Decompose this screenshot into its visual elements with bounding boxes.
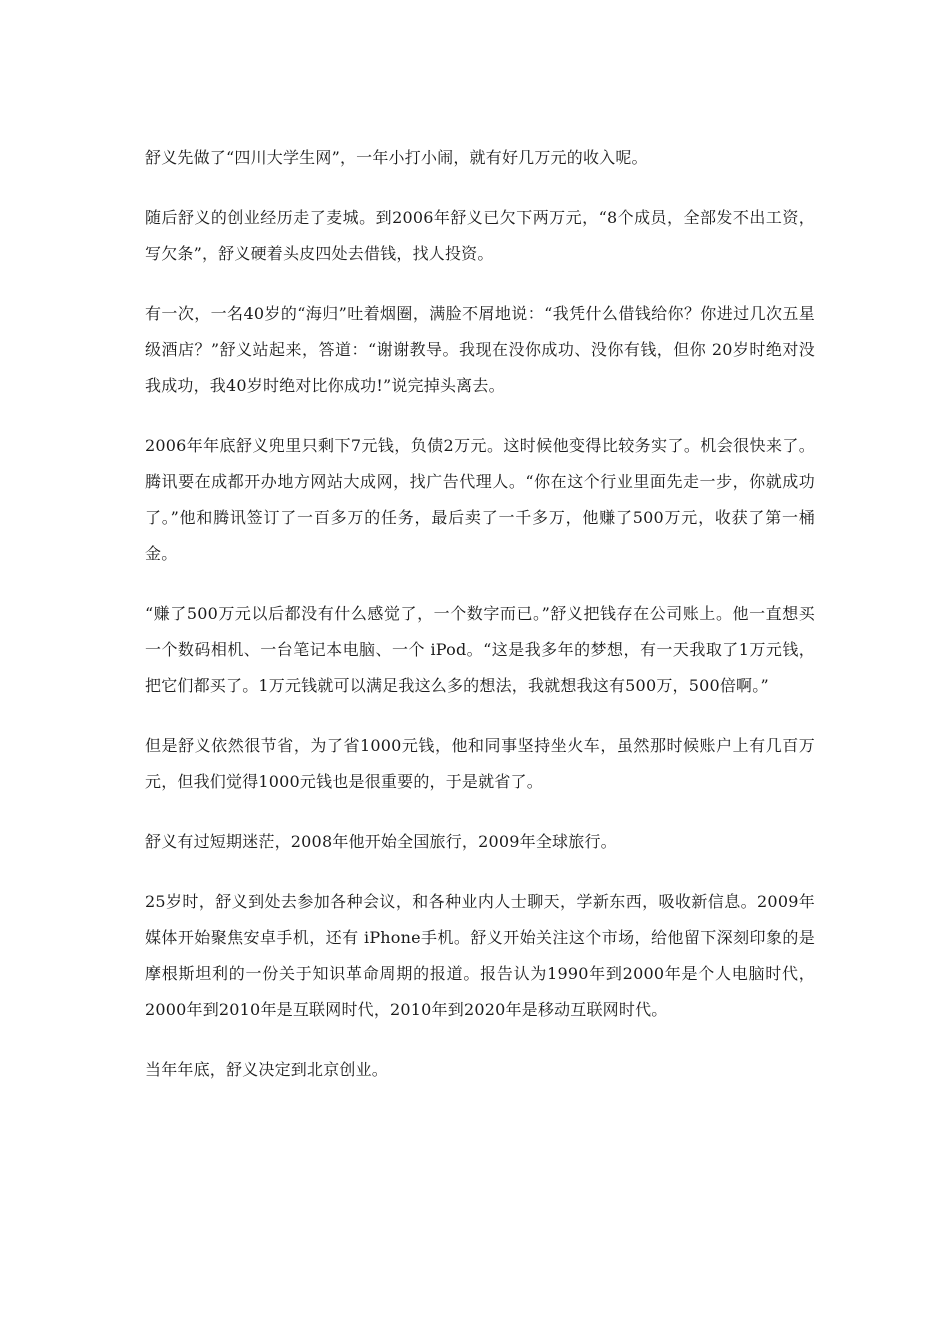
paragraph-6: 但是舒义依然很节省，为了省1000元钱，他和同事坚持坐火车，虽然那时候账户上有几百万元，但我们觉得1000元钱也是很重要的，于是就省了。 [145, 736, 815, 791]
paragraph-5: “赚了500万元以后都没有什么感觉了，一个数字而已。”舒义把钱存在公司账上。他一直想买一个数码相机、一台笔记本电脑、一个 iPod。“这是我多年的梦想，有一天我取了1万元钱，把它们都买了。1万元钱就可以满足我这么多的想法，我就想我这有500万，500倍啊。” [145, 604, 815, 695]
paragraph-7: 舒义有过短期迷茫，2008年他开始全国旅行，2009年全球旅行。 [145, 832, 617, 851]
article-body [145, 140, 815, 1112]
paragraph-4: 2006年年底舒义兜里只剩下7元钱，负债2万元。这时候他变得比较务实了。机会很快来了。腾讯要在成都开办地方网站大成网，找广告代理人。“你在这个行业里面先走一步，你就成功了。”他和腾讯签订了一百多万的任务，最后卖了一千多万，他赚了500万元，收获了第一桶金。 [145, 436, 815, 563]
paragraph-8: 25岁时，舒义到处去参加各种会议，和各种业内人士聊天，学新东西，吸收新信息。2009年媒体开始聚焦安卓手机，还有 iPhone手机。舒义开始关注这个市场，给他留下深刻印象的是摩根斯坦利的一份关于知识革命周期的报道。报告认为1990年到2000年是个人电脑时代，2000年到2010年是互联网时代，2010年到2020年是移动互联网时代。 [145, 892, 815, 1019]
paragraph-9: 当年年底，舒义决定到北京创业。 [145, 1060, 389, 1079]
paragraph-3: 有一次，一名40岁的“海归”吐着烟圈，满脸不屑地说：“我凭什么借钱给你？你进过几次五星级酒店？”舒义站起来，答道：“谢谢教导。我现在没你成功、没你有钱，但你 20岁时绝对没我成功，我40岁时绝对比你成功!”说完掉头离去。 [145, 304, 815, 395]
paragraph-1: 舒义先做了“四川大学生网”，一年小打小闹，就有好几万元的收入呢。 [145, 148, 648, 167]
paragraph-2: 随后舒义的创业经历走了麦城。到2006年舒义已欠下两万元，“8个成员，全部发不出工资，写欠条”，舒义硬着头皮四处去借钱，找人投资。 [145, 208, 815, 263]
